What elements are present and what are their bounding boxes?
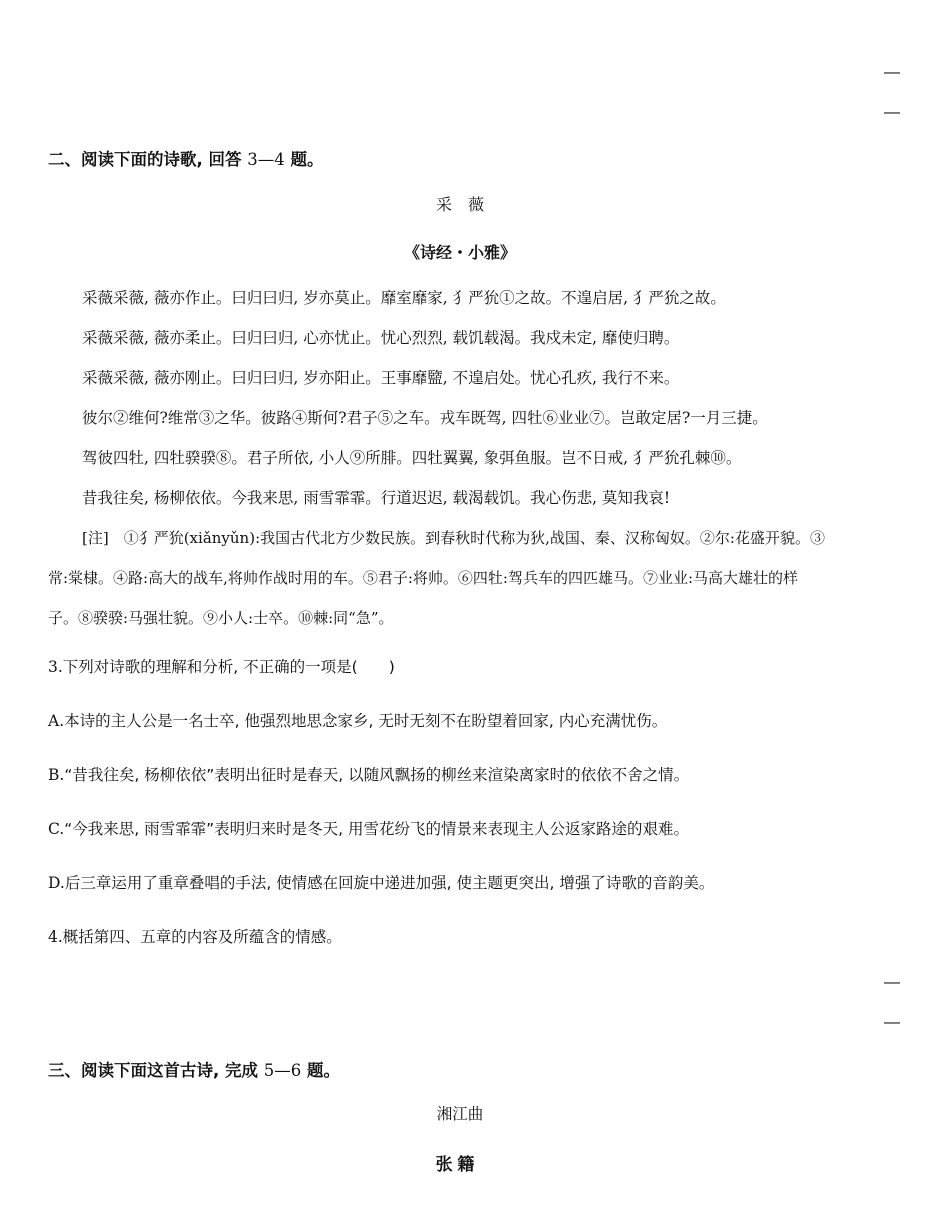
poem-source: 《诗经・小雅》 <box>403 245 516 262</box>
option-letter: C. <box>48 820 65 838</box>
option-letter: A. <box>48 712 65 730</box>
poem-note-line: [注] ①犭严狁(xiǎnyǔn):我国古代北方少数民族。到春秋时代称为狄,战国、秦、汉称匈奴。②尔:花盛开貌。③ <box>82 529 825 547</box>
question-number: 4. <box>48 928 63 946</box>
option-c <box>48 817 689 839</box>
option-a <box>48 709 667 731</box>
question-3 <box>48 655 395 677</box>
poem-note-line: 常:棠棣。④路:高大的战车,将帅作战时用的车。⑤君子:将帅。⑥四牡:驾兵车的四匹雄马。⑦业业:马高大雄壮的样 <box>48 569 799 587</box>
page-dash-mark: — <box>884 64 900 81</box>
page-dash-mark: — <box>884 1014 900 1031</box>
section-heading-prefix: 二、阅读下面的诗歌, 回答 <box>48 150 248 169</box>
poem-author: 张 籍 <box>435 1155 475 1174</box>
section-heading-prefix: 三、阅读下面这首古诗, 完成 <box>48 1061 264 1080</box>
poem-line: 采薇采薇, 薇亦刚止。曰归曰归, 岁亦阳止。王事靡盬, 不遑启处。忧心孔疚, 我行不来。 <box>82 369 680 387</box>
option-d <box>48 871 714 893</box>
section-heading-suffix: 题。 <box>301 1061 341 1080</box>
option-text: “昔我往矣, 杨柳依依”表明出征时是春天, 以随风飘扬的柳丝来渲染离家时的依依不舍之情。 <box>64 766 690 784</box>
question-range: 5—6 <box>263 1061 302 1080</box>
page-dash-mark: — <box>884 104 900 121</box>
section-heading-suffix: 题。 <box>284 150 324 169</box>
question-range: 3—4 <box>247 150 285 169</box>
option-text: 本诗的主人公是一名士卒, 他强烈地思念家乡, 无时无刻不在盼望着回家, 内心充满忧伤。 <box>64 712 668 730</box>
poem-line: 采薇采薇, 薇亦柔止。曰归曰归, 心亦忧止。忧心烈烈, 载饥载渴。我戍未定, 靡使归聘。 <box>82 329 680 347</box>
poem-line: 昔我往矣, 杨柳依依。今我来思, 雨雪霏霏。行道迟迟, 载渴载饥。我心伤悲, 莫知我哀! <box>82 489 671 507</box>
question-number: 3. <box>48 658 63 676</box>
poem-title: 采 薇 <box>435 195 484 214</box>
question-text: 概括第四、五章的内容及所蕴含的情感。 <box>62 928 342 946</box>
poem-note-line: 子。⑧骙骙:马强壮貌。⑨小人:士卒。⑩棘:同“急”。 <box>48 609 394 627</box>
section-3-heading <box>48 1057 340 1081</box>
option-text: 后三章运用了重章叠唱的手法, 使情感在回旋中递进加强, 使主题更突出, 增强了诗歌的音韵美。 <box>64 874 715 892</box>
section-2-heading <box>48 146 324 170</box>
option-b <box>48 763 689 785</box>
page-dash-mark: — <box>884 974 900 991</box>
question-text: 下列对诗歌的理解和分析, 不正确的一项是( ) <box>62 658 395 676</box>
poem-line: 采薇采薇, 薇亦作止。曰归曰归, 岁亦莫止。靡室靡家, 犭严狁①之故。不遑启居, 犭严狁之故。 <box>82 289 726 307</box>
question-4 <box>48 925 342 947</box>
option-letter: D. <box>48 874 65 892</box>
option-text: “今我来思, 雨雪霏霏”表明归来时是冬天, 用雪花纷飞的情景来表现主人公返家路途的艰难。 <box>64 820 690 838</box>
poem-line: 彼尔②维何?维常③之华。彼路④斯何?君子⑤之车。戎车既驾, 四牡⑥业业⑦。岂敢定居?一月三捷。 <box>82 409 768 427</box>
poem-title: 湘江曲 <box>436 1105 484 1123</box>
option-letter: B. <box>48 766 65 784</box>
poem-line: 驾彼四牡, 四牡骙骙⑧。君子所依, 小人⑨所腓。四牡翼翼, 象弭鱼服。岂不日戒, 犭严狁孔棘⑩。 <box>82 449 742 467</box>
